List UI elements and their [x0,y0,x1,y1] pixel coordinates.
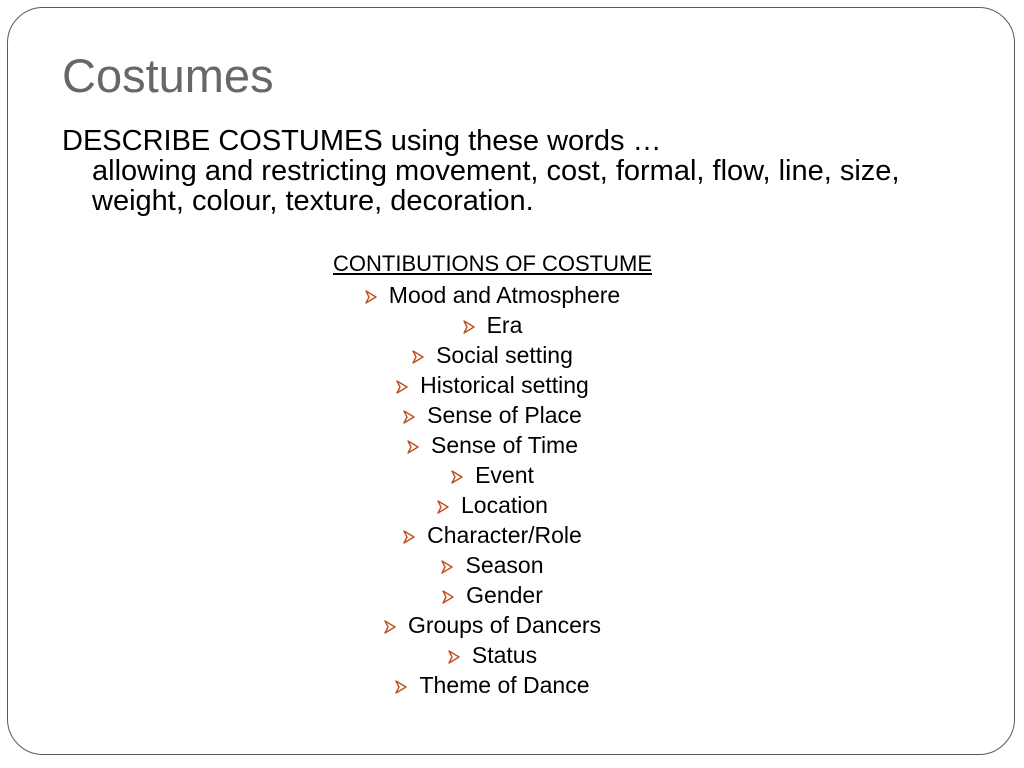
arrow-bullet-icon [412,341,424,355]
list-item-label: Groups of Dancers [407,612,602,638]
list-item-label: Event [475,462,534,488]
arrow-bullet-icon [384,611,396,625]
list-item-label: Social setting [436,342,573,368]
list-item [0,430,985,460]
arrow-bullet-icon [403,521,415,535]
list-item [0,310,985,340]
list-item-label: Era [486,312,523,338]
list-item [0,640,985,670]
contributions-section [0,250,985,700]
list-item [0,400,985,430]
list-item [0,520,985,550]
list-item [0,370,985,400]
arrow-bullet-icon [442,581,454,595]
arrow-bullet-icon [448,641,460,655]
list-item-label: Location [461,492,548,518]
list-item [0,340,985,370]
list-item [0,610,985,640]
list-item-label: Status [471,642,538,668]
intro-body: allowing and restricting movement, cost, formal, flow, line, size, weight, colour, texture, decoration. [92,155,900,217]
list-item-label: Historical setting [420,372,589,398]
arrow-bullet-icon [441,551,453,565]
list-item-label: Sense of Time [430,432,579,458]
list-item-label: Mood and Atmosphere [388,282,621,308]
slide-title: Costumes [62,49,274,102]
arrow-bullet-icon [395,671,407,685]
intro-paragraph [62,126,942,216]
list-item [0,580,985,610]
list-item-label: Character/Role [427,522,582,548]
list-item [0,460,985,490]
arrow-bullet-icon [365,281,377,295]
list-item [0,280,985,310]
arrow-bullet-icon [407,431,419,445]
arrow-bullet-icon [437,491,449,505]
list-item-label: Season [465,552,544,578]
arrow-bullet-icon [451,461,463,475]
list-item [0,670,985,700]
list-item-label: Gender [466,582,543,608]
arrow-bullet-icon [403,401,415,415]
arrow-bullet-icon [463,311,475,325]
list-item [0,490,985,520]
intro-lead: DESCRIBE COSTUMES using these words … [62,125,662,157]
contributions-heading: CONTIBUTIONS OF COSTUME [333,251,652,276]
list-item [0,550,985,580]
list-item-label: Sense of Place [427,402,582,428]
contributions-list [0,280,985,700]
list-item-label: Theme of Dance [419,672,590,698]
arrow-bullet-icon [396,371,408,385]
